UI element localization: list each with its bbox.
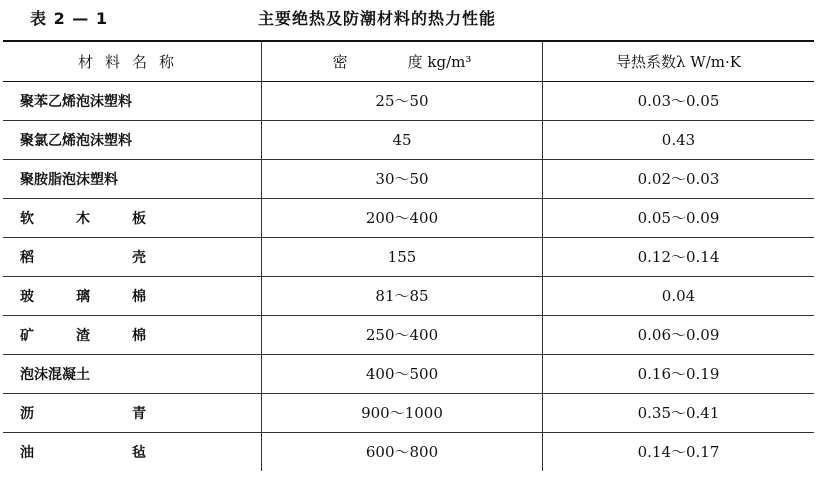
density-value: 25～50 bbox=[262, 81, 543, 120]
material-name: 聚苯乙烯泡沫塑料 bbox=[20, 93, 132, 110]
density-value: 600～800 bbox=[262, 432, 543, 471]
density-value: 81～85 bbox=[262, 276, 543, 315]
thermal-properties-table bbox=[3, 40, 814, 471]
conductivity-value: 0.04 bbox=[543, 276, 815, 315]
header-row bbox=[3, 41, 814, 81]
header-density: 密 度 kg/m³ bbox=[262, 41, 543, 81]
conductivity-value: 0.05～0.09 bbox=[543, 198, 815, 237]
table-row bbox=[3, 276, 814, 315]
material-name: 矿渣棉 bbox=[20, 327, 146, 344]
material-name: 油毡 bbox=[20, 444, 146, 461]
conductivity-value: 0.16～0.19 bbox=[543, 354, 815, 393]
conductivity-value: 0.43 bbox=[543, 120, 815, 159]
material-name: 沥青 bbox=[20, 405, 146, 422]
table-row bbox=[3, 159, 814, 198]
density-value: 200～400 bbox=[262, 198, 543, 237]
density-value: 30～50 bbox=[262, 159, 543, 198]
header-material-name: 材料名称 bbox=[3, 41, 262, 81]
material-name: 稻壳 bbox=[20, 249, 146, 266]
table-row bbox=[3, 198, 814, 237]
table-row bbox=[3, 237, 814, 276]
density-value: 250～400 bbox=[262, 315, 543, 354]
conductivity-value: 0.02～0.03 bbox=[543, 159, 815, 198]
density-value: 400～500 bbox=[262, 354, 543, 393]
table-caption bbox=[0, 6, 817, 30]
table-row bbox=[3, 354, 814, 393]
density-value: 900～1000 bbox=[262, 393, 543, 432]
conductivity-value: 0.06～0.09 bbox=[543, 315, 815, 354]
conductivity-value: 0.14～0.17 bbox=[637, 443, 720, 462]
table-row bbox=[3, 81, 814, 120]
table-title: 主要绝热及防潮材料的热力性能 bbox=[258, 9, 497, 28]
header-conductivity: 导热系数λ W/m·K bbox=[543, 41, 815, 81]
table-number: 表 2 — 1 bbox=[30, 9, 108, 28]
conductivity-value: 0.12～0.14 bbox=[543, 237, 815, 276]
density-value: 155 bbox=[262, 237, 543, 276]
table-row bbox=[3, 432, 814, 471]
material-name: 聚氯乙烯泡沫塑料 bbox=[20, 132, 132, 149]
material-name: 泡沫混凝土 bbox=[20, 366, 90, 383]
table-row bbox=[3, 120, 814, 159]
density-value: 45 bbox=[262, 120, 543, 159]
material-name: 聚胺脂泡沫塑料 bbox=[20, 171, 118, 188]
material-name: 玻璃棉 bbox=[20, 288, 146, 305]
conductivity-value: 0.35～0.41 bbox=[543, 393, 815, 432]
conductivity-value: 0.03～0.05 bbox=[543, 81, 815, 120]
table-row bbox=[3, 315, 814, 354]
material-name: 软木板 bbox=[20, 210, 146, 227]
table-row bbox=[3, 393, 814, 432]
